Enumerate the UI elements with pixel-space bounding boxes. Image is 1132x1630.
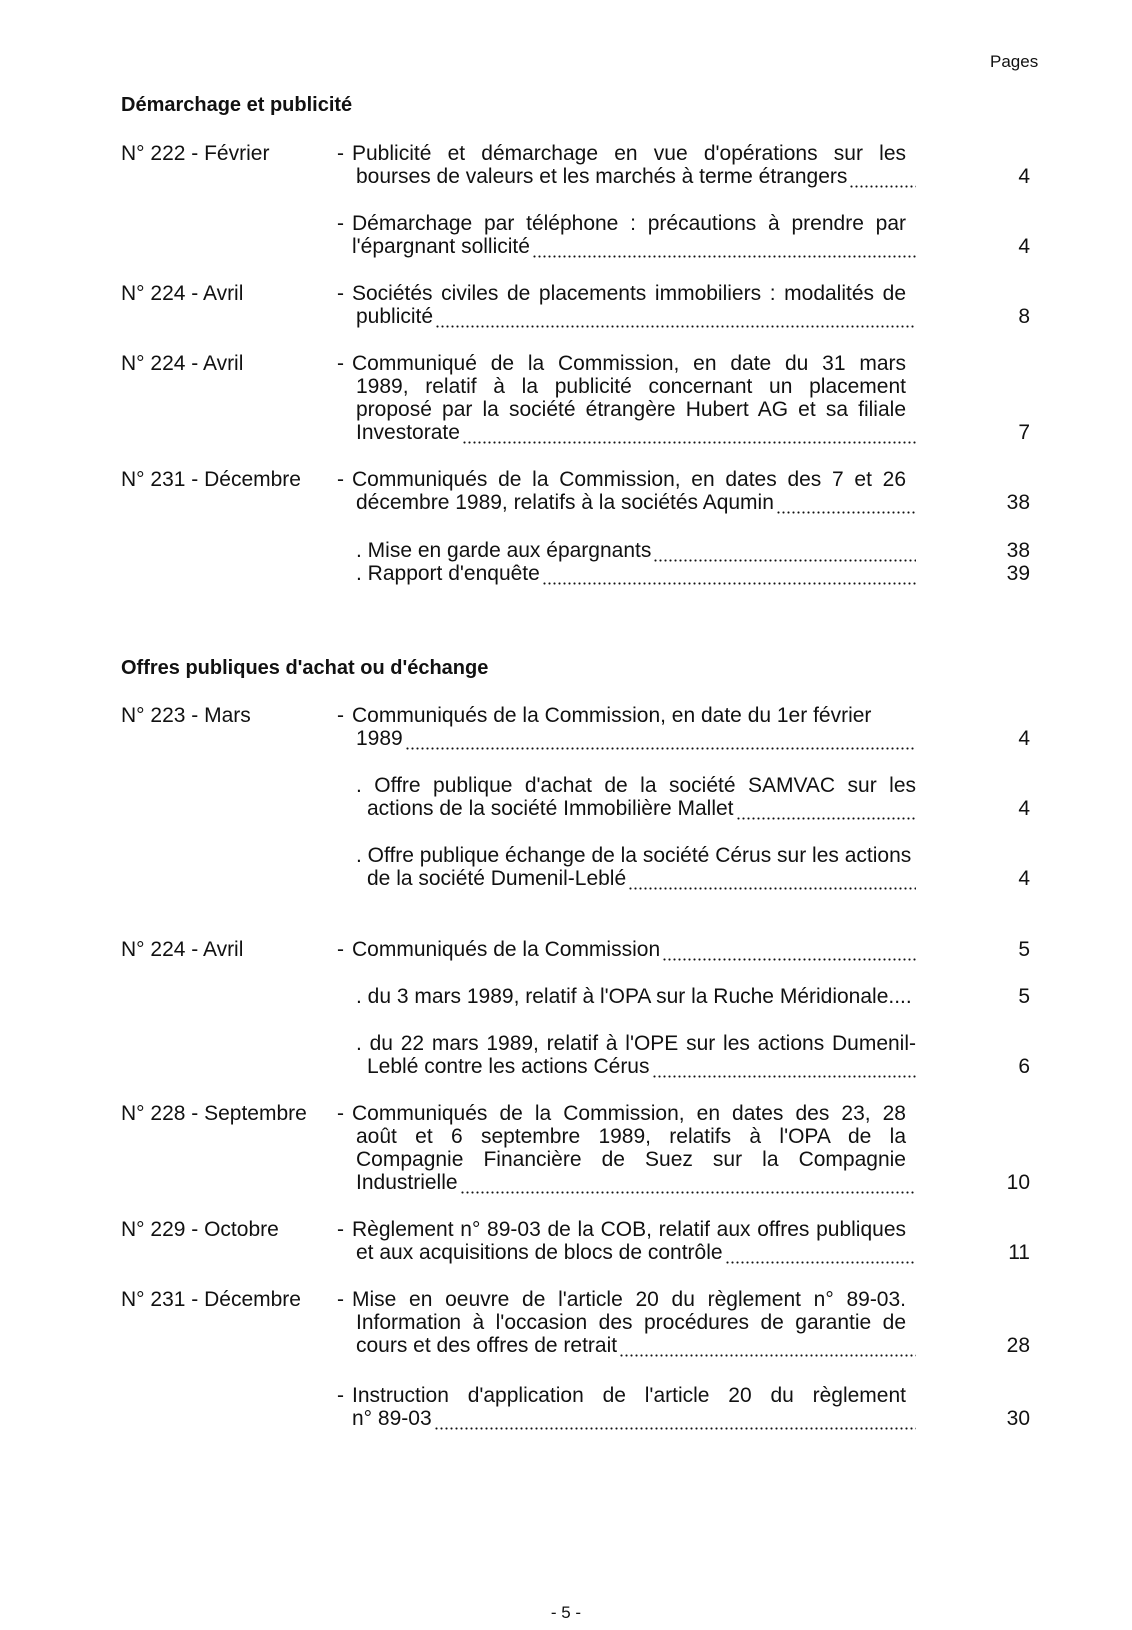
issue-label: N° 223 - Mars <box>121 704 251 727</box>
subitem-line: . du 3 mars 1989, relatif à l'OPA sur la Ruche Méridionale.... <box>356 985 912 1008</box>
entry-line-leader <box>356 727 916 751</box>
entry-line: Publicité et démarchage en vue d'opérations sur les <box>352 142 906 165</box>
entry-dash: - <box>337 282 344 305</box>
issue-label: N° 224 - Avril <box>121 352 244 375</box>
dot-leader <box>652 1060 917 1079</box>
subitem-line: . Mise en garde aux épargnants <box>356 539 652 562</box>
dot-leader <box>849 170 916 189</box>
page-ref: 4 <box>1018 165 1030 188</box>
page-ref: 30 <box>1006 1407 1030 1430</box>
section-title-offres: Offres publiques d'achat ou d'échange <box>121 657 489 679</box>
page-ref: 6 <box>1018 1055 1030 1078</box>
subitem-line: Leblé contre les actions Cérus <box>367 1055 650 1078</box>
dot-leader <box>725 1246 916 1265</box>
subitem-line: de la société Dumenil-Leblé <box>367 867 627 890</box>
dot-leader <box>736 802 917 821</box>
entry-line: 1989 <box>356 727 403 750</box>
page-ref: 11 <box>1008 1241 1030 1264</box>
page-ref: 4 <box>1018 797 1030 820</box>
subitem-line: actions de la société Immobilière Mallet <box>367 797 734 820</box>
issue-label: N° 228 - Septembre <box>121 1102 307 1125</box>
entry-dash: - <box>337 1384 344 1407</box>
entry-dash: - <box>337 468 344 491</box>
page-ref: 39 <box>1006 562 1030 585</box>
entry-line: décembre 1989, relatifs à la sociétés Aqumin <box>356 491 774 514</box>
entry-line-leader <box>356 305 916 329</box>
issue-label: N° 224 - Avril <box>121 282 244 305</box>
entry-line: 1989, relatif à la publicité concernant un placement <box>356 375 906 398</box>
entry-dash: - <box>337 352 344 375</box>
entry-line: Industrielle <box>356 1171 458 1194</box>
entry-dash: - <box>337 1102 344 1125</box>
entry-line: Compagnie Financière de Suez sur la Compagnie <box>356 1148 906 1171</box>
entry-line: l'épargnant sollicité <box>352 235 530 258</box>
page-ref: 10 <box>1006 1171 1030 1194</box>
entry-line: publicité <box>356 305 434 328</box>
entry-line: Communiqués de la Commission <box>352 938 661 961</box>
issue-label: N° 222 - Février <box>121 142 270 165</box>
entry-line: Communiqués de la Commission, en dates des 23, 28 <box>352 1102 906 1125</box>
entry-line: n° 89-03 <box>352 1407 432 1430</box>
entry-line: Communiqués de la Commission, en date du 1er février <box>352 704 872 727</box>
entry-line: proposé par la société étrangère Hubert AG et sa filiale <box>356 398 906 421</box>
subitem-line: . Rapport d'enquête <box>356 562 540 585</box>
entry-line: Démarchage par téléphone : précautions à prendre par <box>352 212 906 235</box>
entry-dash: - <box>337 1288 344 1311</box>
dot-leader <box>776 496 916 515</box>
entry-dash: - <box>337 1218 344 1241</box>
entry-line-leader <box>356 1334 916 1358</box>
issue-label: N° 231 - Décembre <box>121 468 301 491</box>
entry-line: Mise en oeuvre de l'article 20 du règlement n° 89-03. <box>352 1288 906 1311</box>
entry-line-leader <box>352 235 916 259</box>
page-ref: 4 <box>1018 867 1030 890</box>
subitem-line-leader <box>367 1055 916 1079</box>
subitem-line: . Offre publique échange de la société Cérus sur les actions <box>356 844 912 867</box>
subitem-line-leader <box>356 539 916 563</box>
issue-label: N° 224 - Avril <box>121 938 244 961</box>
subitem-line: . du 22 mars 1989, relatif à l'OPE sur les actions Dumenil- <box>356 1032 916 1055</box>
page-ref: 7 <box>1018 421 1030 444</box>
dot-leader <box>434 1412 916 1431</box>
page-ref: 28 <box>1006 1334 1030 1357</box>
issue-label: N° 231 - Décembre <box>121 1288 301 1311</box>
entry-dash: - <box>337 938 344 961</box>
subitem-line-leader <box>356 562 916 586</box>
entry-line: Communiqués de la Commission, en dates des 7 et 26 <box>352 468 906 491</box>
issue-label: N° 229 - Octobre <box>121 1218 279 1241</box>
entry-line-leader <box>356 165 916 189</box>
dot-leader <box>662 943 916 962</box>
dot-leader <box>542 567 916 586</box>
entry-line-leader <box>352 1407 916 1431</box>
entry-line: Communiqué de la Commission, en date du 31 mars <box>352 352 906 375</box>
page-ref: 8 <box>1018 305 1030 328</box>
entry-line: Sociétés civiles de placements immobiliers : modalités de <box>352 282 906 305</box>
page-number: - 5 - <box>550 1603 582 1622</box>
page-ref: 38 <box>1006 539 1030 562</box>
entry-dash: - <box>337 212 344 235</box>
dot-leader <box>532 240 916 259</box>
entry-line: Instruction d'application de l'article 20 du règlement <box>352 1384 906 1407</box>
entry-line: et aux acquisitions de blocs de contrôle <box>356 1241 723 1264</box>
entry-dash: - <box>337 142 344 165</box>
entry-line: Information à l'occasion des procédures de garantie de <box>356 1311 906 1334</box>
entry-line: Règlement n° 89-03 de la COB, relatif aux offres publiques <box>352 1218 906 1241</box>
entry-line: cours et des offres de retrait <box>356 1334 618 1357</box>
entry-line: août et 6 septembre 1989, relatifs à l'OPA de la <box>356 1125 906 1148</box>
subitem-line: . Offre publique d'achat de la société SAMVAC sur les <box>356 774 916 797</box>
dot-leader <box>435 310 916 329</box>
entry-line-leader <box>352 938 916 962</box>
entry-line-leader <box>356 491 916 515</box>
subitem-line-leader <box>367 797 916 821</box>
dot-leader <box>462 426 916 445</box>
subitem-line-leader <box>367 867 916 891</box>
dot-leader <box>653 544 916 563</box>
dot-leader <box>405 732 916 751</box>
page-ref: 38 <box>1006 491 1030 514</box>
entry-line: Investorate <box>356 421 460 444</box>
dot-leader <box>628 872 916 891</box>
dot-leader <box>619 1339 916 1358</box>
entry-dash: - <box>337 704 344 727</box>
page-ref: 4 <box>1018 727 1030 750</box>
dot-leader <box>460 1176 916 1195</box>
page-ref: 4 <box>1018 235 1030 258</box>
entry-line-leader <box>356 1241 916 1265</box>
page-ref: 5 <box>1018 985 1030 1008</box>
page-ref: 5 <box>1018 938 1030 961</box>
pages-column-header: Pages <box>990 52 1039 71</box>
entry-line-leader <box>356 421 916 445</box>
section-title-demarchage: Démarchage et publicité <box>121 94 353 116</box>
entry-line-leader <box>356 1171 916 1195</box>
entry-line: bourses de valeurs et les marchés à terme étrangers <box>356 165 848 188</box>
